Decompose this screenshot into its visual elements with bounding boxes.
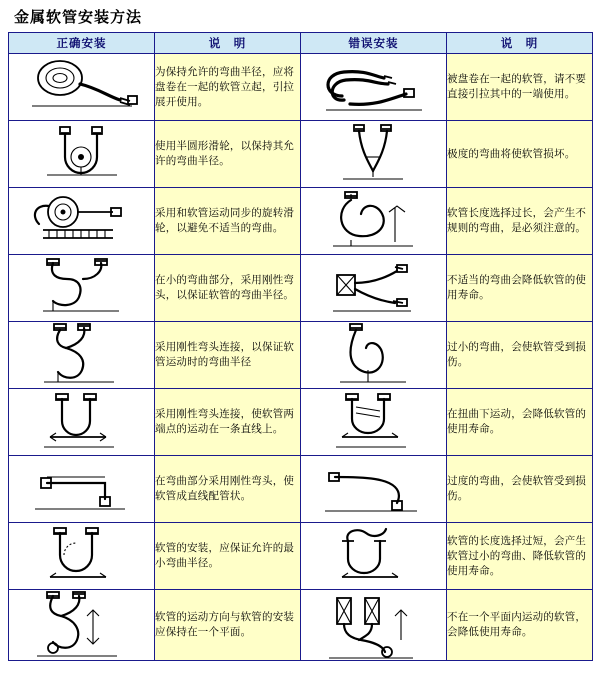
figure-cell-wrong — [301, 255, 447, 322]
description-correct: 采用刚性弯头连接，使软管两端点的运动在一条直线上。 — [155, 389, 301, 456]
improper-tight-bend-icon — [311, 257, 436, 319]
description-wrong: 在扭曲下运动，会降低软管的使用寿命。 — [447, 389, 593, 456]
figure-cell-correct — [9, 255, 155, 322]
coiled-hose-standing-icon — [22, 56, 142, 118]
table-row — [9, 456, 593, 523]
description-correct: 采用刚性弯头连接，以保证软管运动时的弯曲半径 — [155, 322, 301, 389]
header-wrong-install: 错误安装 — [301, 33, 447, 54]
table-row — [9, 389, 593, 456]
figure-cell-correct — [9, 523, 155, 590]
table-row — [9, 121, 593, 188]
rigid-elbow-straight-line-icon — [22, 391, 142, 453]
hose-installation-table — [8, 32, 593, 661]
description-correct: 使用半圆形滑轮，以保持其允许的弯曲半径。 — [155, 121, 301, 188]
table-row — [9, 188, 593, 255]
rotating-pulley-chain-icon — [19, 190, 144, 252]
excessive-bend-icon — [311, 463, 436, 515]
description-wrong: 不适当的弯曲会降低软管的使用寿命。 — [447, 255, 593, 322]
figure-cell-correct — [9, 188, 155, 255]
figure-cell-wrong — [301, 121, 447, 188]
table-header-row — [9, 33, 593, 54]
figure-cell-correct — [9, 121, 155, 188]
figure-cell-correct — [9, 456, 155, 523]
figure-cell-correct — [9, 322, 155, 389]
coiled-hose-pulled-icon — [314, 56, 434, 118]
torsion-bend-icon — [314, 391, 434, 453]
figure-cell-wrong — [301, 322, 447, 389]
sharp-v-bend-icon — [319, 123, 429, 185]
min-bend-radius-u-icon — [22, 525, 142, 587]
table-row — [9, 322, 593, 389]
long-hose-small-bend-icon — [314, 525, 434, 587]
figure-cell-wrong — [301, 188, 447, 255]
rigid-elbow-u-loop-icon — [24, 322, 139, 388]
figure-cell-wrong — [301, 389, 447, 456]
table-row — [9, 54, 593, 121]
out-of-plane-motion-icon — [311, 590, 436, 660]
figure-cell-wrong — [301, 456, 447, 523]
description-correct: 在弯曲部分采用刚性弯头，使软管成直线配管状。 — [155, 456, 301, 523]
figure-cell-correct — [9, 54, 155, 121]
description-wrong: 过度的弯曲，会使软管受到损伤。 — [447, 456, 593, 523]
header-correct-desc: 说 明 — [155, 33, 301, 54]
description-wrong: 被盘卷在一起的软管，请不要直接引拉其中的一端使用。 — [447, 54, 593, 121]
page-title: 金属软管安装方法 — [14, 8, 143, 26]
figure-cell-correct — [9, 389, 155, 456]
figure-cell-correct — [9, 590, 155, 661]
rigid-elbow-small-bend-icon — [19, 257, 144, 319]
same-plane-motion-icon — [19, 590, 144, 660]
header-correct-install: 正确安装 — [9, 33, 155, 54]
figure-cell-wrong — [301, 54, 447, 121]
description-correct: 采用和软管运动同步的旋转滑轮，以避免不适当的弯曲。 — [155, 188, 301, 255]
figure-cell-wrong — [301, 590, 447, 661]
description-correct: 在小的弯曲部分，采用刚性弯头，以保证软管的弯曲半径。 — [155, 255, 301, 322]
description-wrong: 不在一个平面内运动的软管，会降低使用寿命。 — [447, 590, 593, 661]
description-wrong: 软管的长度选择过短，会产生软管过小的弯曲、降低软管的使用寿命。 — [447, 523, 593, 590]
description-wrong: 过小的弯曲，会使软管受到损伤。 — [447, 322, 593, 389]
description-correct: 为保持允许的弯曲半径，应将盘卷在一起的软管立起，引拉展开使用。 — [155, 54, 301, 121]
straight-pipe-rigid-elbow-icon — [19, 463, 144, 515]
description-wrong: 极度的弯曲将使软管损坏。 — [447, 121, 593, 188]
table-row — [9, 255, 593, 322]
table-row — [9, 590, 593, 661]
loose-long-hose-icon — [311, 190, 436, 252]
u-bend-semicircle-icon — [27, 123, 137, 185]
description-wrong: 软管长度选择过长，会产生不规则的弯曲，是必须注意的。 — [447, 188, 593, 255]
over-tight-loop-icon — [316, 322, 431, 388]
table-row — [9, 523, 593, 590]
header-wrong-desc: 说 明 — [447, 33, 593, 54]
description-correct: 软管的运动方向与软管的安装应保持在一个平面。 — [155, 590, 301, 661]
figure-cell-wrong — [301, 523, 447, 590]
description-correct: 软管的安装，应保证允许的最小弯曲半径。 — [155, 523, 301, 590]
